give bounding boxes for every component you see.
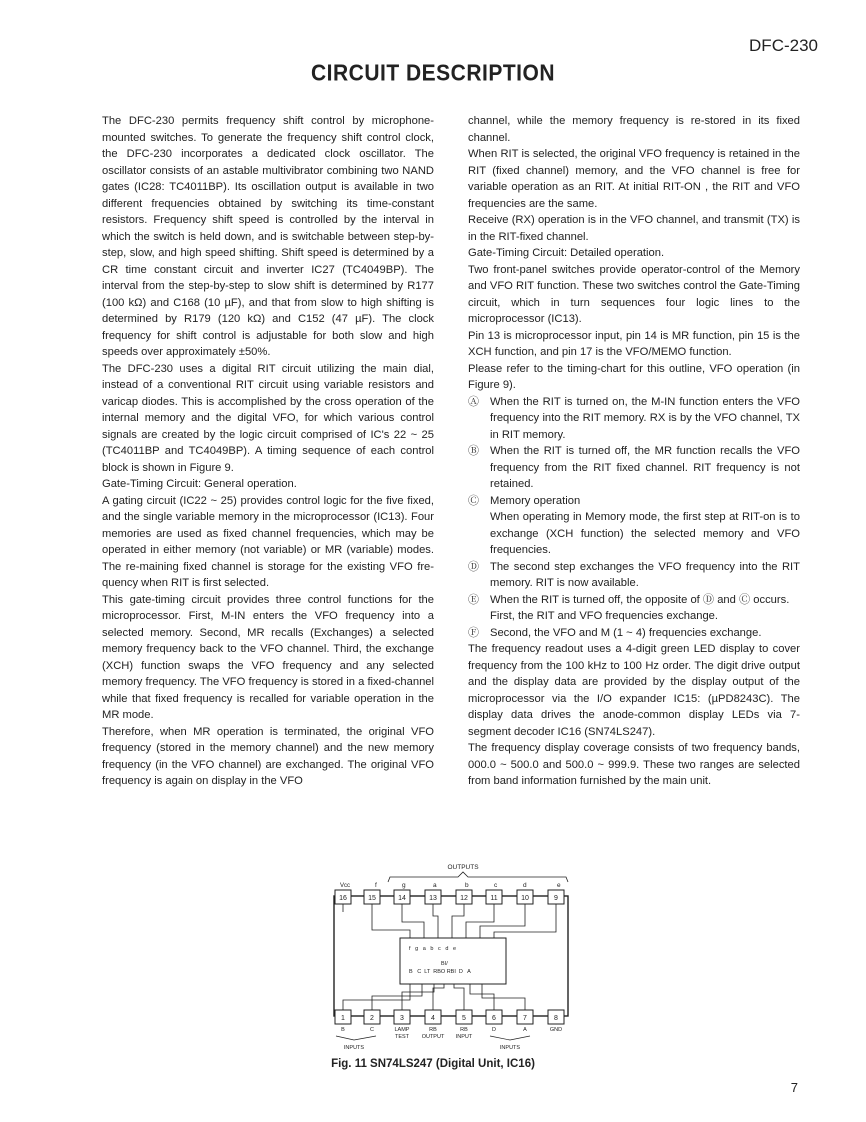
wiring [343, 904, 556, 938]
pin-number: 13 [429, 895, 437, 902]
outputs-label: OUTPUTS [447, 864, 479, 871]
pin-label: e [557, 882, 561, 889]
paragraph: Receive (RX) operation is in the VFO channel, and transmit (TX) is in the RIT-fixed channel. [468, 214, 800, 243]
item-marker: Ⓓ [468, 560, 479, 573]
bottom-labels [341, 1027, 562, 1040]
pin-number: 14 [398, 895, 406, 902]
pin-number: 2 [370, 1015, 374, 1022]
pin-number: 9 [554, 895, 558, 902]
pin-label: d [523, 882, 527, 889]
list-item [468, 625, 800, 642]
pin-label: RB [429, 1027, 437, 1033]
sub-label: OUTPUT [421, 1034, 445, 1040]
item-text: When the RIT is turned off, the opposite of Ⓓ and Ⓒ occurs. [490, 593, 790, 606]
item-text: Memory operation [490, 494, 581, 507]
item-marker: Ⓑ [468, 445, 479, 457]
item-text: When the RIT is turned on, the M-IN function enters the VFO frequency into the RIT memory. RX is by the VFO channel, TX in RIT memory. [490, 395, 800, 441]
paragraph: Pin 13 is microprocessor input, pin 14 is MR function, pin 15 is the XCH function, and pin 17 is the VFO/MEMO function. [468, 329, 800, 358]
chip-outputs: f g a b c d e [409, 946, 457, 952]
paragraph: Please refer to the timing-chart for this outline, VFO operation (in Figure 9). [468, 362, 800, 391]
pin-number: 5 [462, 1015, 466, 1022]
inputs-brace-right [490, 1036, 530, 1040]
item-text: When the RIT is turned off, the MR function recalls the VFO frequency from the RIT fixed channel. RIT frequency is not retained. [490, 445, 800, 490]
page-number: 7 [790, 1080, 798, 1095]
sub-label: INPUT [455, 1034, 473, 1040]
item-text: Second, the VFO and M (1 ~ 4) frequencies exchange. [490, 626, 762, 639]
list-item [468, 559, 800, 592]
paragraph: A gating circuit (IC22 ~ 25) provides control logic for the five fixed, and the single variable memory in the microprocessor (IC13). Four memories are used as fixed channel frequencies, which may be operated in either memory (not variable) or MR (variable) modes. The re-maining fixed channel is storage for the existing VFO fre-quency when RIT is first selected. [102, 494, 434, 589]
paragraph: This gate-timing circuit provides three control functions for the microprocessor. First, M-IN enters the VFO frequency into a selected memory. Second, MR recalls (Exchanges) a selected memory frequency back to the VFO channel. Third, the exchange (XCH) function swaps the VFO frequency and any selected memory frequency. The VFO frequency is stored in a fixed-channel while that fixed frequency is recalled for variable operation in the MR mode. [102, 593, 434, 721]
pin-number: 16 [339, 895, 347, 902]
pin-label: a [433, 882, 437, 889]
item-marker: Ⓐ [468, 395, 479, 408]
pin-number: 8 [554, 1015, 558, 1022]
item-marker: Ⓕ [468, 626, 479, 639]
pin-number: 3 [400, 1015, 404, 1022]
outputs-brace [388, 872, 568, 882]
pin-label: A [523, 1027, 527, 1033]
paragraph: channel, while the memory frequency is re-stored in its fixed channel. [468, 115, 800, 144]
inputs-brace-left [336, 1036, 376, 1040]
pin-label: C [370, 1027, 374, 1033]
pin-number: 10 [521, 895, 529, 902]
item-marker: Ⓒ [468, 494, 479, 507]
item-detail: First, the RIT and VFO frequencies exchange. [490, 610, 719, 622]
pin-number: 6 [492, 1015, 496, 1022]
item-text: The second step exchanges the VFO frequency into the RIT memory. RIT is now available. [490, 560, 800, 589]
list-item [468, 394, 800, 444]
paragraph: Gate-Timing Circuit: General operation. [102, 478, 297, 490]
pin-label: LAMP [394, 1027, 410, 1033]
pinout-diagram [330, 860, 570, 1055]
left-column [102, 113, 434, 790]
page-title: CIRCUIT DESCRIPTION [310, 60, 555, 87]
list-item [468, 493, 800, 510]
pin-number: 7 [523, 1015, 527, 1022]
figure-caption: Fig. 11 SN74LS247 (Digital Unit, IC16) [331, 1058, 535, 1070]
decoder-block [400, 938, 506, 984]
paragraph: Therefore, when MR operation is terminated, the original VFO frequency (stored in the memory channel) and the new memory frequency (in the VFO channel) are exchanged. The original VFO frequency is again on display in the VFO [102, 725, 434, 787]
model-number: DFC-230 [749, 36, 818, 55]
pin-number: 1 [341, 1015, 345, 1022]
pin-number: 4 [431, 1015, 435, 1022]
pin-label: g [402, 882, 406, 889]
pin-label: RB [460, 1027, 468, 1033]
inputs-label: INPUTS [499, 1045, 521, 1051]
paragraph: The frequency readout uses a 4-digit green LED display to cover frequency from the 100 kHz to 100 Hz order. The digit drive output and the display data are provided by the display output of the microprocessor via the I/O expander IC15: (µPD8243C). The display data drives the anode-common display LEDs via 7-segment decoder IC16 (SN74LS247). [468, 643, 800, 738]
list-item [468, 592, 800, 609]
pin-label: Vcc [340, 883, 351, 889]
pin-number: 11 [490, 895, 498, 902]
paragraph: Gate-Timing Circuit: Detailed operation. [468, 247, 665, 259]
pin-label: f [375, 882, 377, 889]
top-pins [335, 890, 564, 904]
pin-label: D [492, 1027, 496, 1033]
pin-number: 15 [368, 895, 376, 902]
pin-label: B [341, 1027, 345, 1033]
pin-label: b [465, 882, 469, 889]
paragraph: Two front-panel switches provide operator-control of the Memory and VFO RIT function. These two switches control the Gate-Timing circuit, which in turn sequences four logic lines to the microprocessor (IC13). [468, 263, 800, 325]
item-marker: Ⓔ [468, 593, 479, 606]
pin-label: c [494, 882, 498, 889]
paragraph: The DFC-230 permits frequency shift control by microphone-mounted switches. To generate the frequency shift control clock, the DFC-230 incorporates a dedicated clock oscillator. The oscillator consists of an astable multivibrator combining two NAND gates (IC28: TC4011BP). Its oscillation output is available in two different frequencies obtained by switching its time-constant resistors. Frequency shift speed is controlled by the interval in which the switch is held down, and is switchable between step-by-step, slow, and high speed shifting. Shift speed is determined by a CR time constant circuit and inverter IC27 (TC4049BP). The interval from the step-by-step to slow shift is determined by R177 (100 kΩ) and C168 (10 µF), and that from slow to high shifting is determined by R179 (120 kΩ) and C152 (47 µF). The clock frequency for shift control is adjustable for both slow and high speeds over approximately ±50%. [102, 115, 434, 358]
chip-bi: BI/ [441, 961, 448, 967]
inputs-label: INPUTS [343, 1045, 365, 1051]
right-column [468, 113, 800, 790]
wiring-bottom [343, 984, 525, 1010]
pin-label: GND [549, 1027, 563, 1033]
paragraph: The frequency display coverage consists of two frequency bands, 000.0 ~ 500.0 and 500.0 ~ 999.9. These two ranges are selected from band information furnished by the main unit. [468, 742, 800, 787]
bottom-pins [335, 1010, 564, 1024]
chip-inputs: B C LT RBO RBI D A [409, 969, 471, 975]
sub-label: TEST [394, 1034, 410, 1040]
list-item [468, 443, 800, 493]
item-detail: When operating in Memory mode, the first step at RIT-on is to exchange (XCH function) the selected memory and VFO frequencies. [490, 511, 800, 556]
paragraph: When RIT is selected, the original VFO frequency is retained in the RIT (fixed channel) memory, and the VFO channel is free for variable operation as an RIT. At initial RIT-ON , the RIT and VFO frequencies are the same. [468, 148, 800, 210]
paragraph: The DFC-230 uses a digital RIT circuit utilizing the main dial, instead of a conventional RIT circuit using variable resistors and varicap diodes. This is accomplished by the cross operation of the internal memory and the digital VFO, for which various control signals are created by the logic circuit comprised of IC's 22 ~ 25 (TC4011BP and TC4049BP). A timing sequence of each control block is shown in Figure 9. [102, 362, 434, 474]
pin-number: 12 [460, 895, 468, 902]
